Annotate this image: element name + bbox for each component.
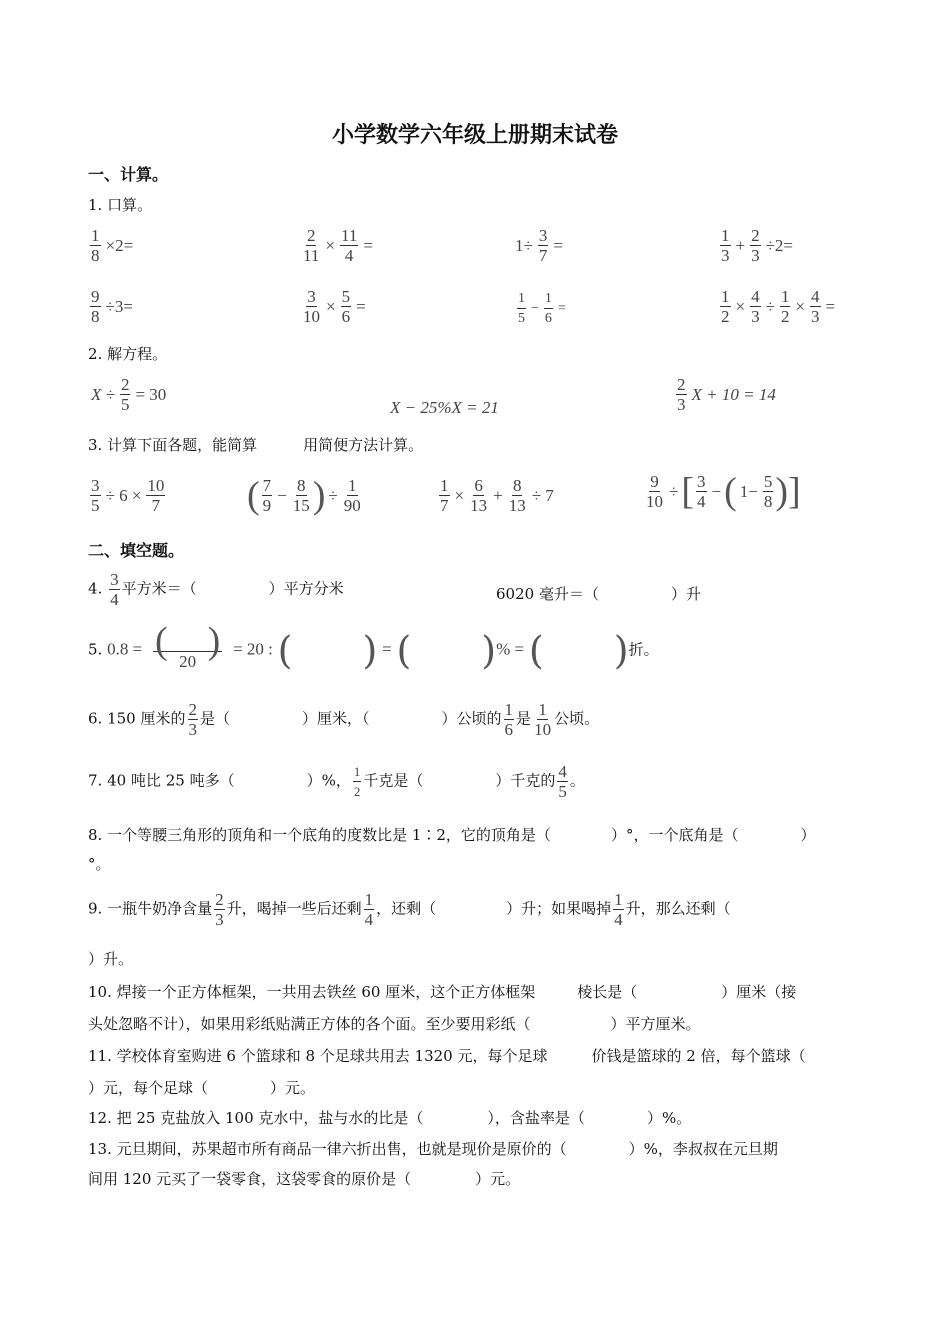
page-title: 小学数学六年级上册期末试卷 bbox=[331, 122, 618, 148]
oral-calc-6: $\frac{3}{10}$ × $\frac{5}{6}$ = bbox=[303, 287, 366, 326]
question-10-line-2: 头处忽略不计），如果用彩纸贴满正方体的各个面。至少要用彩纸（ ）平方厘米。 bbox=[88, 1015, 701, 1033]
equation-2: X − 25%X = 21 bbox=[390, 398, 499, 417]
oral-calc-3: 1÷ $\frac{3}{7}$ = bbox=[515, 226, 563, 265]
question-3-label: 3. 计算下面各题，能简算 用简便方法计算。 bbox=[88, 436, 424, 454]
simplify-calc-1: $\frac{3}{5}$ ÷ 6 × $\frac{10}{7}$ bbox=[91, 476, 165, 515]
oral-calc-2: $\frac{2}{11}$ × $\frac{11}{4}$ = bbox=[303, 226, 373, 265]
question-8-line-2: °。 bbox=[88, 855, 111, 873]
simplify-calc-4: $\frac{9}{10}$ ÷[ $\frac{3}{4}$ −( 1− $\frac{5}{8}$ )] bbox=[646, 470, 801, 513]
question-10: 10. 焊接一个正方体框架，一共用去铁丝 60 厘米，这个正方体框架 棱长是（ ）厘米（接 bbox=[88, 983, 797, 1001]
question-2-label: 2. 解方程。 bbox=[88, 345, 168, 363]
question-4-part-2: 6020 毫升＝（ ）升 bbox=[496, 585, 701, 603]
question-9: 9. 一瓶牛奶净含量 $\frac{2}{3}$ 升，喝掉一些后还剩 $\frac{1}{4}$ ，还剩（ ）升；如果喝掉 $\frac{1}{4}$ 升，那么还剩（ bbox=[88, 890, 731, 929]
question-12: 12. 把 25 克盐放入 100 克水中，盐与水的比是（ ），含盐率是（ ）%。 bbox=[88, 1109, 692, 1127]
oral-calc-4: $\frac{1}{3}$ + $\frac{2}{3}$ ÷2= bbox=[721, 226, 794, 265]
simplify-calc-3: $\frac{1}{7}$ × $\frac{6}{13}$ + $\frac{8}{13}$ ÷ 7 bbox=[440, 476, 554, 515]
question-13: 13. 元旦期间，苏果超市所有商品一律六折出售，也就是现价是原价的（ ）%，李叔叔在元旦期 bbox=[88, 1140, 778, 1158]
question-9-line-2: ）升。 bbox=[88, 950, 134, 968]
question-1-label: 1. 口算。 bbox=[88, 196, 153, 214]
oral-calc-1: $\frac{1}{8}$ ×2= bbox=[91, 226, 134, 265]
question-11-line-2: ）元，每个足球（ ）元。 bbox=[88, 1079, 316, 1097]
simplify-calc-2: ( $\frac{7}{9}$ − $\frac{8}{15}$ ) ÷ $\frac{1}{90}$ bbox=[247, 474, 361, 517]
oral-calc-5: $\frac{9}{8}$ ÷3= bbox=[91, 287, 133, 326]
question-11: 11. 学校体育室购进 6 个篮球和 8 个足球共用去 1320 元，每个足球 价钱是篮球的 2 倍，每个篮球（ bbox=[88, 1047, 806, 1065]
oral-calc-8: $\frac{1}{2}$ × $\frac{4}{3}$ ÷ $\frac{1}{2}$ × $\frac{4}{3}$ = bbox=[721, 287, 836, 326]
oral-calc-7: $\frac{1}{5}$ − $\frac{1}{6}$ = bbox=[518, 291, 566, 326]
question-4: 4. $\frac{3}{4}$ 平方米＝（ ）平方分米 bbox=[88, 570, 344, 609]
question-7: 7. 40 吨比 25 吨多（ ）%， $\frac{1}{2}$ 千克是（ ）千克的 $\frac{4}{5}$ 。 bbox=[88, 762, 585, 801]
equation-1: X ÷ $\frac{2}{5}$ = 30 bbox=[91, 375, 167, 414]
section-heading-2: 二、填空题。 bbox=[88, 541, 185, 560]
equation-3: $\frac{2}{3}$ X + 10 = 14 bbox=[677, 375, 776, 414]
question-8: 8. 一个等腰三角形的顶角和一个底角的度数比是 1∶2，它的顶角是（ ）°，一个底角是（ ） bbox=[88, 826, 816, 844]
question-6: 6. 150 厘米的 $\frac{2}{3}$ 是（ ）厘米，（ ）公顷的 $\frac{1}{6}$ 是 $\frac{1}{10}$ 公顷。 bbox=[88, 700, 600, 739]
question-13-line-2: 间用 120 元买了一袋零食，这袋零食的原价是（ ）元。 bbox=[88, 1170, 521, 1188]
section-heading-1: 一、计算。 bbox=[88, 165, 169, 184]
question-5: 5. 0.8 = $\frac{( )}{20}$ = 20 : ( ) = ( )% = ( )折。 bbox=[88, 619, 659, 673]
